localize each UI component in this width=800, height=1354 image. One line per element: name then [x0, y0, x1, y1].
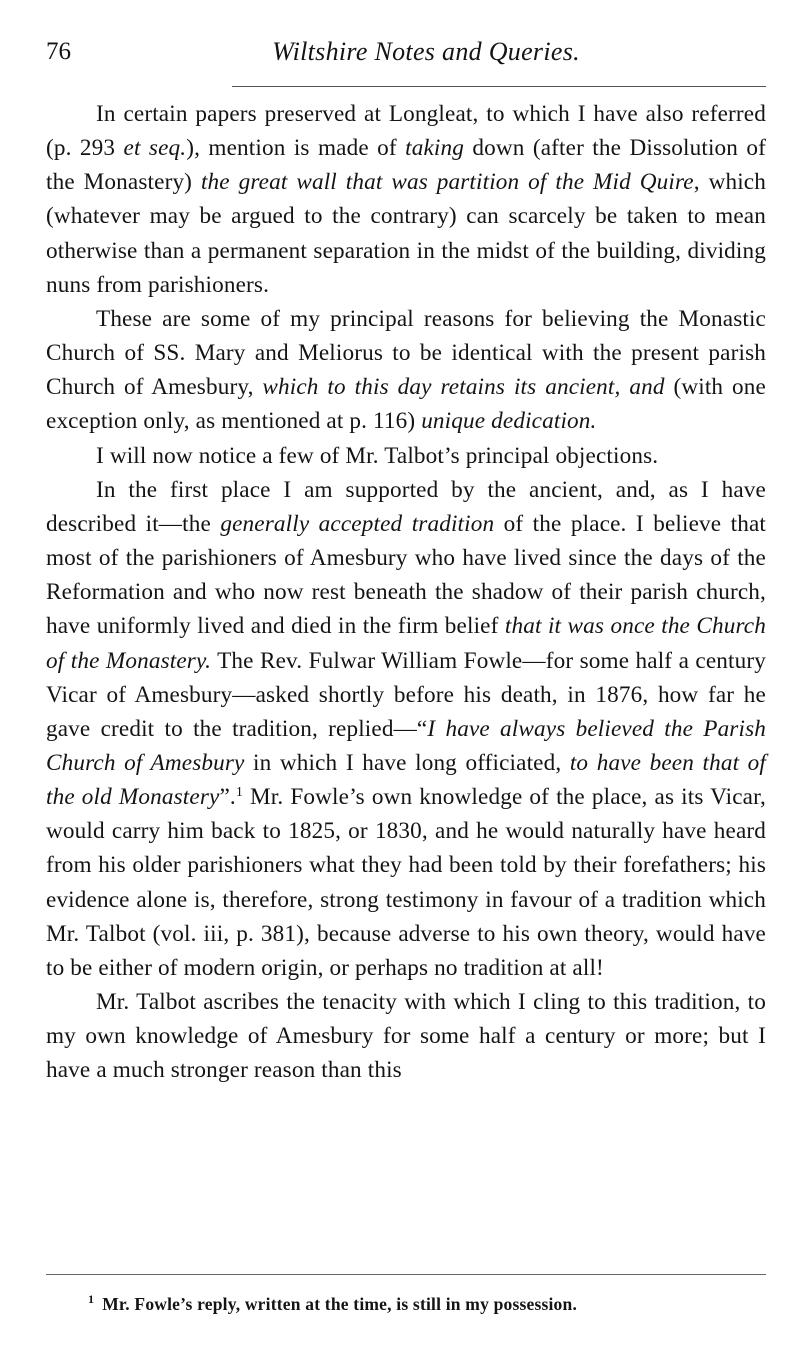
footnote-marker: 1 — [88, 1292, 95, 1306]
italic-text: unique dedication. — [421, 408, 597, 435]
page-number: 76 — [46, 38, 71, 65]
text-run: , which (whatever may be argued to the contrary) can scarcely be taken to mean otherwise than a permanent separation in the midst of the building, dividing nuns from parishioners. — [46, 169, 766, 298]
footnote-text: Mr. Fowle’s reply, written at the time, is still in my possession. — [102, 1294, 578, 1314]
text-run: In the first place I am supported by the ancient, and, as I have described it—the — [46, 476, 766, 537]
text-run: In certain papers preserved at Longleat, to which I have also referred (p. 293 — [46, 101, 766, 162]
italic-text: et seq. — [123, 135, 187, 162]
text-run: Mr. Talbot ascribes the tenacity with which I cling to this tradition, to my own knowledge of Amesbury for some half a century or more; but I have a much stronger reason than this — [46, 989, 766, 1084]
text-run: ), mention is made of — [186, 135, 406, 162]
paragraph — [46, 439, 766, 473]
body-text — [46, 97, 766, 1088]
italic-text: that it was once the Church of the Monastery. — [46, 613, 766, 674]
header-rule — [232, 86, 766, 87]
text-run: in which I have long officiated, — [244, 749, 570, 776]
text-run: I will now notice a few of Mr. Talbot’s principal objections. — [96, 442, 659, 469]
text-run: ”. — [219, 784, 236, 811]
italic-text: which to this day retains its ancient, and — [262, 374, 665, 401]
footnote — [88, 1292, 768, 1316]
text-run: down (after the Dissolution of the Monastery) — [46, 135, 767, 196]
paragraph — [46, 97, 766, 302]
text-run: Mr. Fowle’s own knowledge of the place, as its Vicar, would carry him back to 1825, or 1830, and he would naturally have heard from his older parishioners what they had been told by their forefathers; his evidence alone is, therefore, strong testimony in favour of a tradition which Mr. Talbot (vol. iii, p. 381), because adverse to his own theory, would have to be either of modern origin, or perhaps no tradition at all! — [46, 784, 766, 981]
italic-text: to have been that of the old Monastery — [46, 749, 767, 811]
italic-text: taking — [405, 135, 464, 162]
text-run: (with one exception only, as mentioned at p. 116) — [46, 374, 766, 435]
italic-text: I have always believed the Parish Church of Amesbury — [46, 715, 766, 776]
paragraph — [46, 985, 766, 1087]
footnote-reference: 1 — [235, 785, 243, 801]
running-title: Wiltshire Notes and Queries. — [272, 37, 580, 66]
page-header — [46, 36, 766, 76]
footnote-rule — [46, 1274, 766, 1275]
paragraph — [46, 473, 766, 985]
italic-text: generally accepted tradition — [220, 510, 495, 537]
italic-text: the great wall that was partition of the Mid Quire — [200, 169, 694, 196]
text-run: The Rev. Fulwar William Fowle—for some half a century Vicar of Amesbury—asked shortly before his death, in 1876, how far he gave credit to the tradition, replied—“ — [46, 647, 766, 742]
text-run: of the place. I believe that most of the parishioners of Amesbury who have lived since the days of the Reformation and who now rest beneath the shadow of their parish church, have uniformly lived and died in the firm belief — [46, 510, 766, 640]
text-run: These are some of my principal reasons for believing the Monastic Church of SS. Mary and Meliorus to be identical with the present parish Church of Amesbury, — [46, 305, 766, 401]
paragraph — [46, 302, 766, 439]
